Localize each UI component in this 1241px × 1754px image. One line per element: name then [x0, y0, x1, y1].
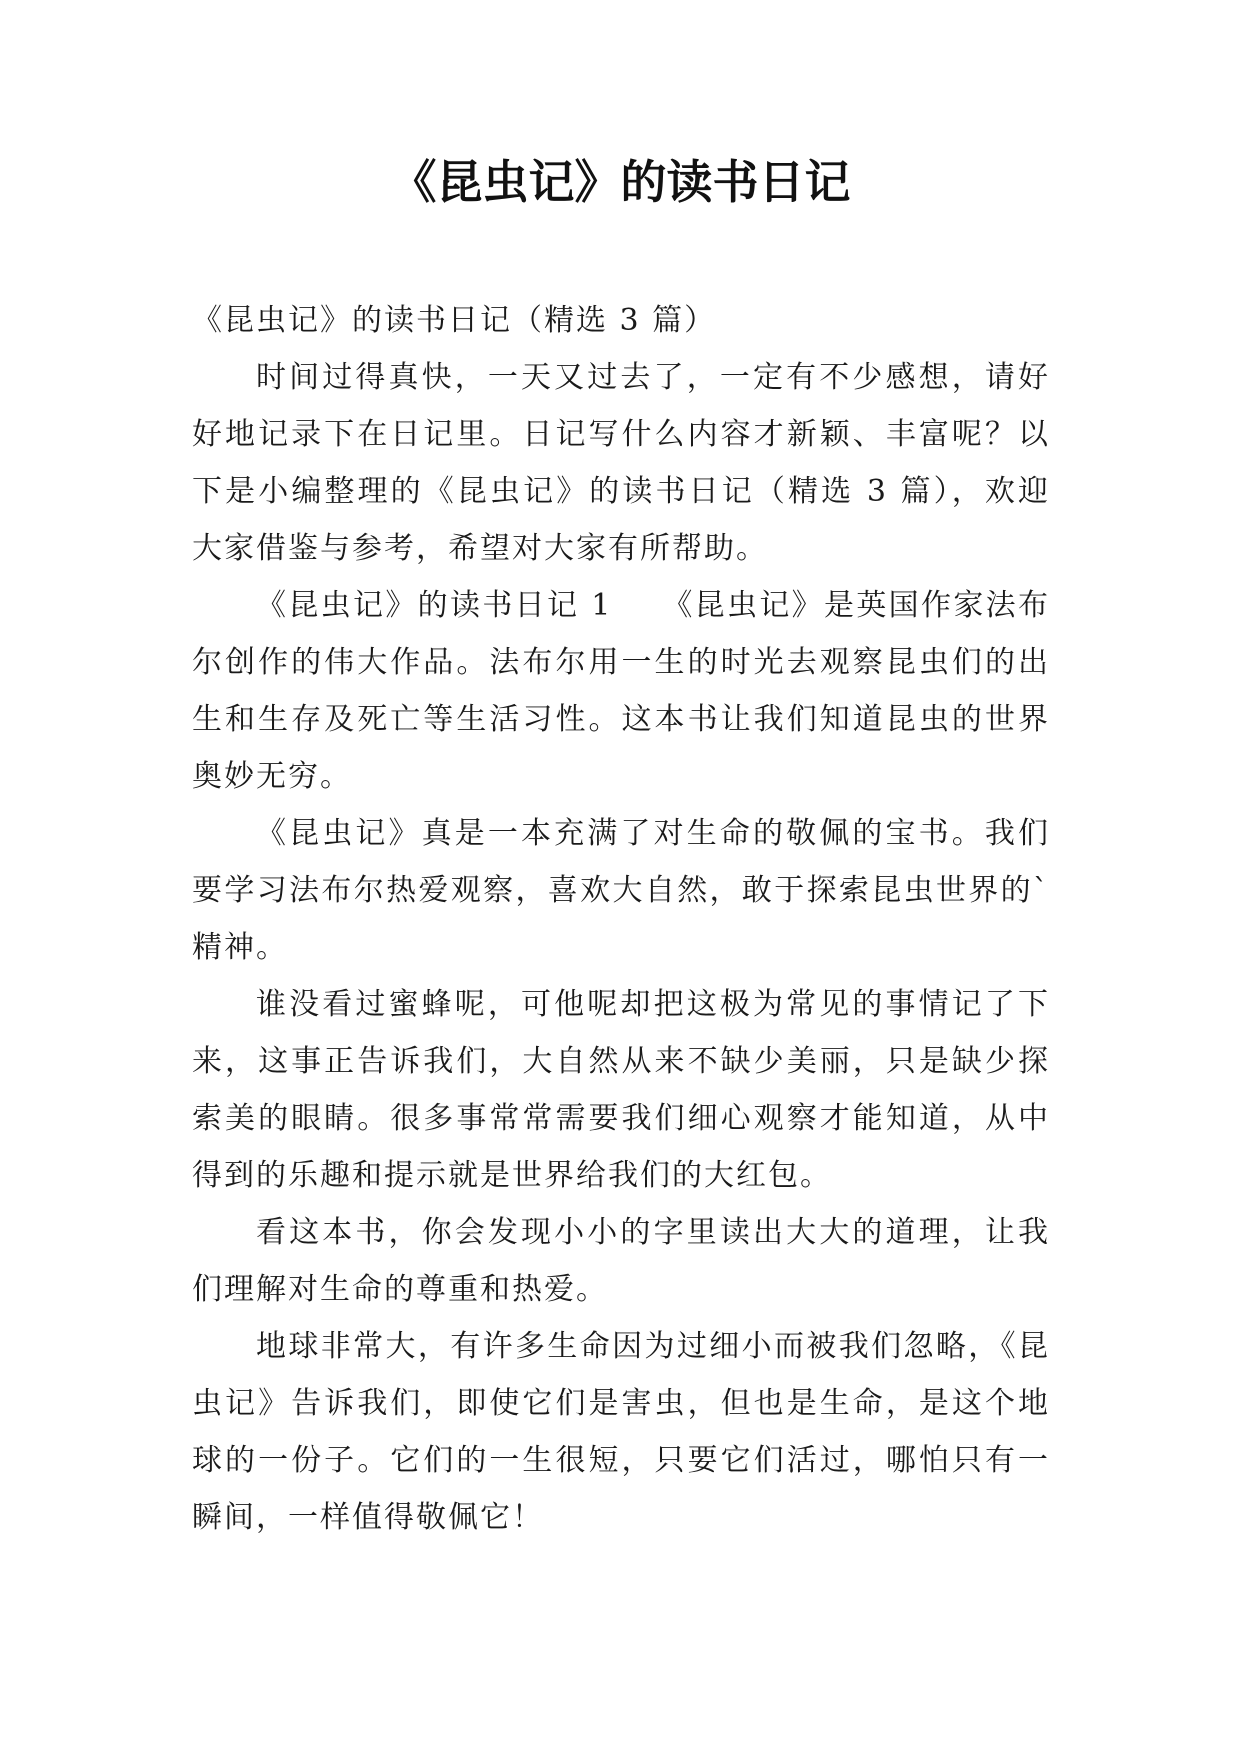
document-title: 《昆虫记》的读书日记: [390, 155, 851, 209]
document-subtitle: 《昆虫记》的读书日记（精选 3 篇）: [192, 303, 717, 338]
paragraph-treasure-book: 《昆虫记》真是一本充满了对生命的敬佩的宝书。我们要学习法布尔热爱观察，喜欢大自然，敢于探索昆虫世界的`精神。: [192, 816, 1050, 965]
paragraph-intro: 时间过得真快，一天又过去了，一定有不少感想，请好好地记录下在日记里。日记写什么内容才新颖、丰富呢？以下是小编整理的《昆虫记》的读书日记（精选 3 篇），欢迎大家借鉴与参考，希望对大家有所帮助。: [192, 360, 1050, 566]
paragraph-bees: 谁没看过蜜蜂呢，可他呢却把这极为常见的事情记了下来，这事正告诉我们，大自然从来不缺少美丽，只是缺少探索美的眼睛。很多事常常需要我们细心观察才能知道，从中得到的乐趣和提示就是世界给我们的大红包。: [192, 987, 1050, 1193]
paragraph-earth: 地球非常大，有许多生命因为过细小而被我们忽略，《昆虫记》告诉我们，即使它们是害虫，但也是生命，是这个地球的一份子。它们的一生很短，只要它们活过，哪怕只有一瞬间，一样值得敬佩它！: [192, 1329, 1050, 1535]
document-body: [192, 292, 1050, 1546]
paragraph-reading: 看这本书，你会发现小小的字里读出大大的道理，让我们理解对生命的尊重和热爱。: [192, 1215, 1050, 1307]
paragraph-diary-1: 《昆虫记》的读书日记 1 《昆虫记》是英国作家法布尔创作的伟大作品。法布尔用一生的时光去观察昆虫们的出生和生存及死亡等生活习性。这本书让我们知道昆虫的世界奥妙无穷。: [192, 588, 1050, 794]
